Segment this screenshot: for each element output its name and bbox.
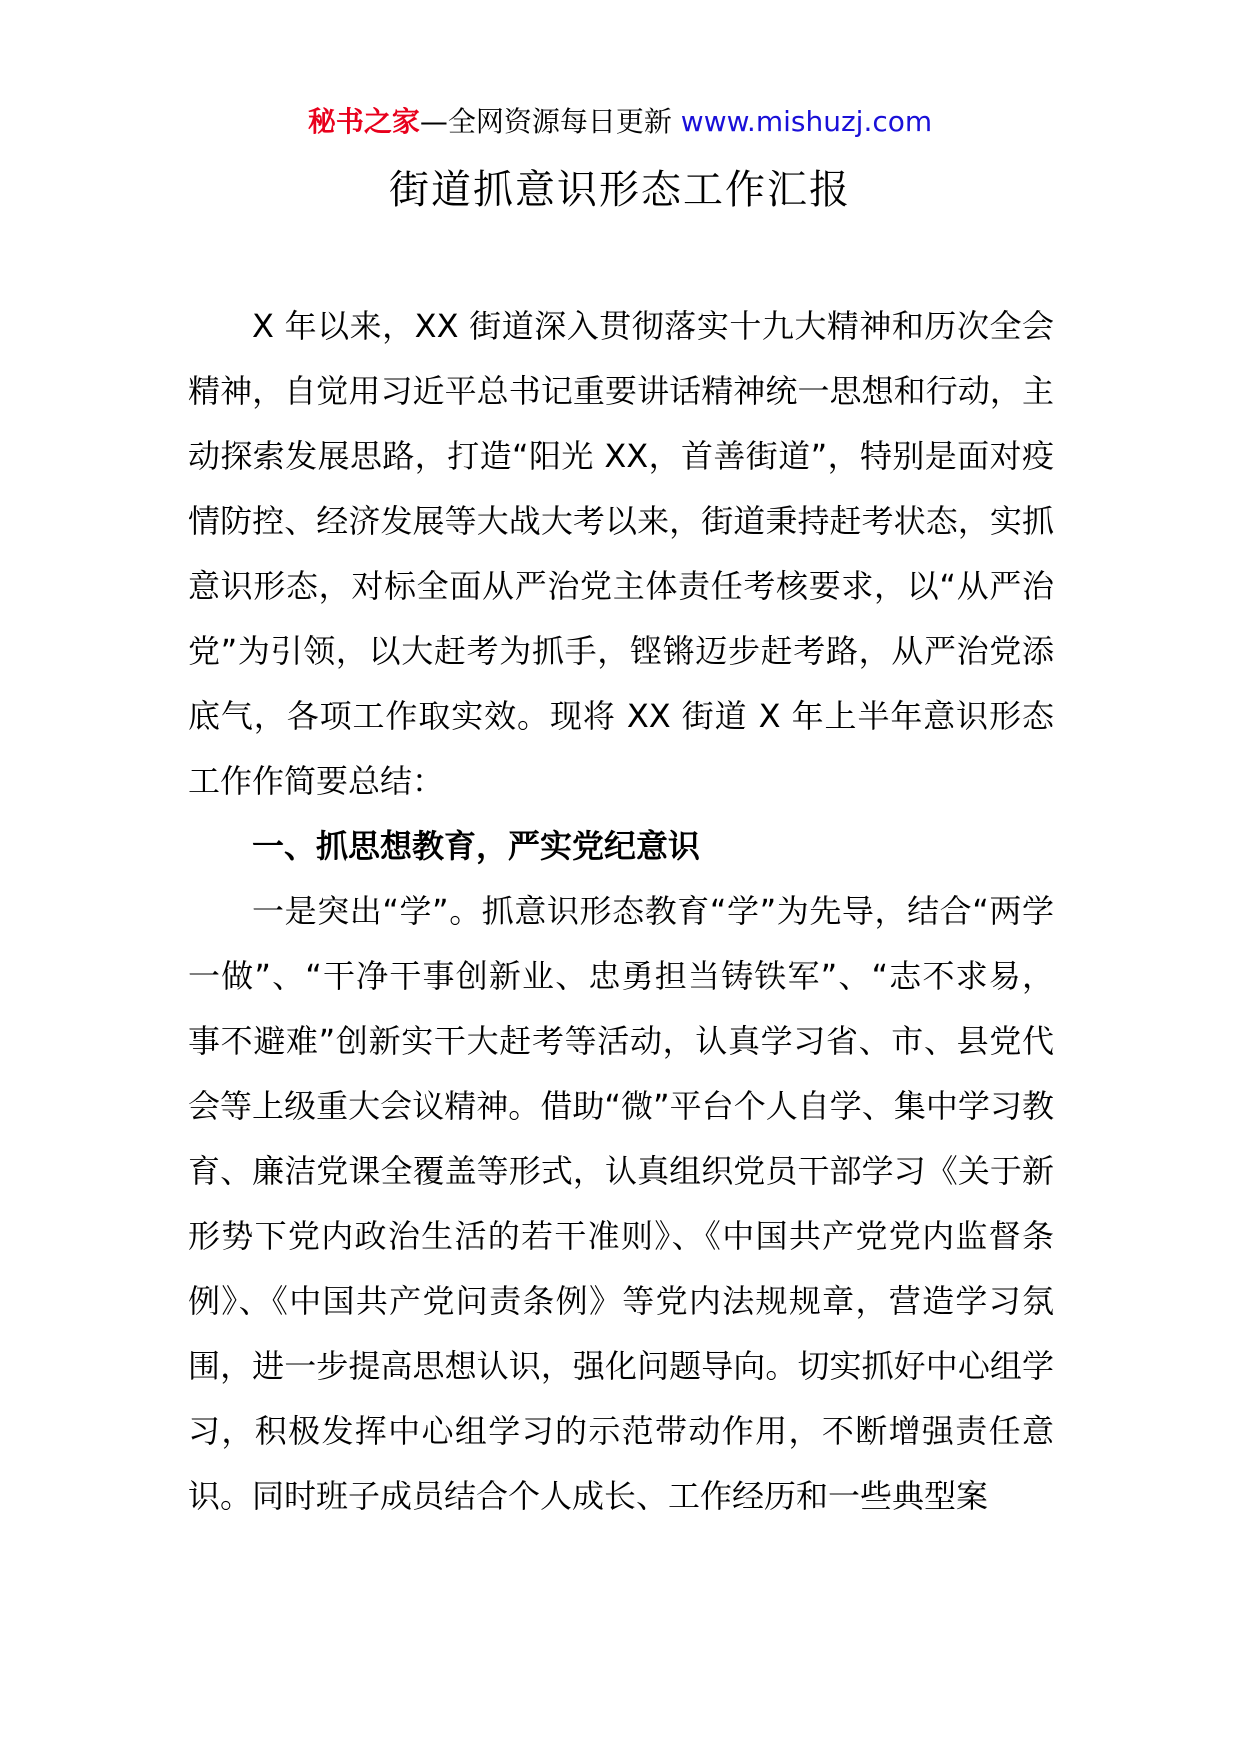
site-brand: 秘书之家 [307,105,420,138]
site-url-link[interactable]: www.mishuzj.com [680,105,933,138]
intro-paragraph: X 年以来，XX 街道深入贯彻落实十九大精神和历次全会精神，自觉用习近平总书记重要讲话精神统一思想和行动，主动探索发展思路，打造“阳光 XX，首善街道”，特别是面对疫情防控、经济发展等大战大考以来，街道秉持赶考状态，实抓意识形态，对标全面从严治党主体责任考核要求，以“从严治党”为引领，以大赶考为抓手，铿锵迈步赶考路，从严治党添底气，各项工作取实效。现将 XX 街道 X 年上半年意识形态工作作简要总结： [188,307,1054,800]
document-title: 街道抓意识形态工作汇报 [389,167,851,213]
site-slogan: —全网资源每日更新 [419,105,672,138]
document-body [188,294,1054,1529]
site-header [0,102,1240,142]
section-heading-1: 一、抓思想教育，严实党纪意识 [252,827,701,865]
section-1-paragraph: 一是突出“学”。抓意识形态教育“学”为先导，结合“两学一做”、“干净干事创新业、忠勇担当铸铁军”、“志不求易，事不避难”创新实干大赶考等活动，认真学习省、市、县党代会等上级重大会议精神。借助“微”平台个人自学、集中学习教育、廉洁党课全覆盖等形式，认真组织党员干部学习《关于新形势下党内政治生活的若干准则》、《中国共产党党内监督条例》、《中国共产党问责条例》等党内法规规章，营造学习氛围，进一步提高思想认识，强化问题导向。切实抓好中心组学习，积极发挥中心组学习的示范带动作用，不断增强责任意识。同时班子成员结合个人成长、工作经历和一些典型案 [188,892,1054,1515]
